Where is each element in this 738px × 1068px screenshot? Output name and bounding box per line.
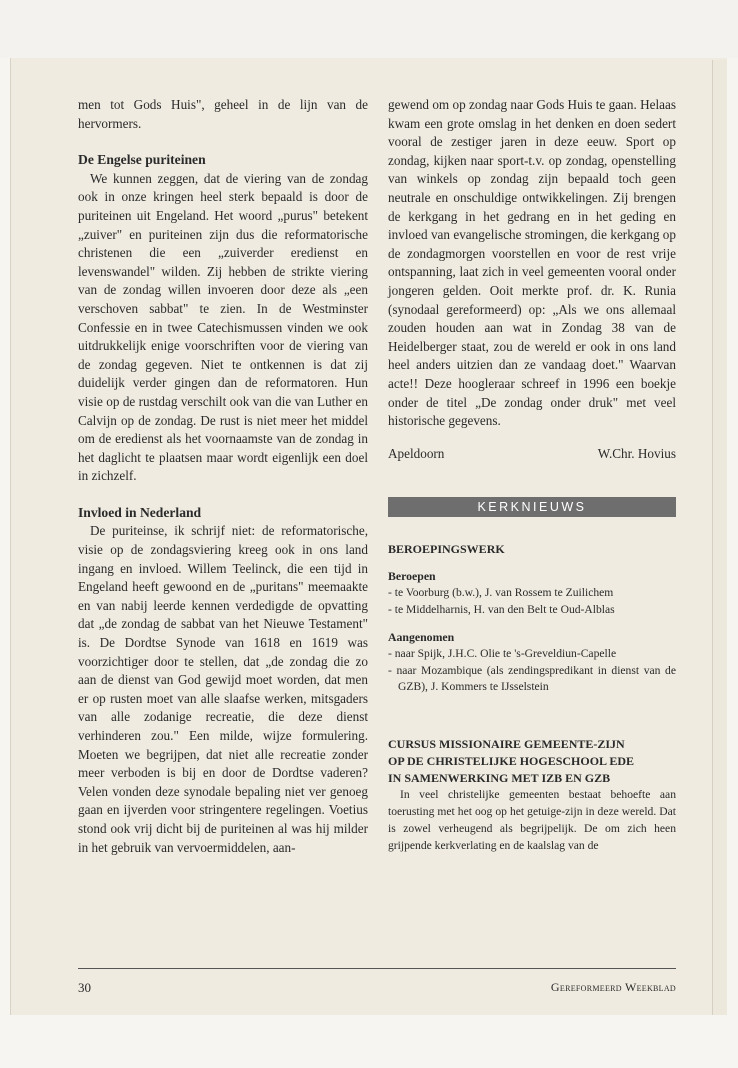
section-heading-puriteinen: De Engelse puriteinen <box>78 152 206 168</box>
publication-name: Gereformeerd Weekblad <box>550 980 676 994</box>
cursus-heading-line-3: IN SAMENWERKING MET IZB EN GZB <box>388 771 611 786</box>
section-heading-nederland: Invloed in Nederland <box>78 504 202 520</box>
footer-divider <box>78 968 676 969</box>
paragraph-puriteinen: We kunnen zeggen, dat de viering van de zondag ook in onze kringen heel sterk bepaald is door de puriteinen uit Engeland. Het woord „purus" betekent „zuiver" en puriteinen zijn dus die reformatorische christenen die een „zuiverder eredienst en levenswandel" wilden. Zij hebben de strikte viering van de zondag willen invoeren door deze als „een verschoven sabbat" te zien. In de Westminster Confessie en in twee Catechismussen vinden we ook uitdrukkelijk enige voorschriften voor de viering van de zondag gegeven. Niet te ontkennen is dat zij duidelijk verder gingen dan de reformatoren. Hun visie op de rustdag verschilt ook van die van Luther en Calvijn op de zondag. De rust is niet meer het middel om de eredienst als het voornaamste van de zondag in het daglicht te plaatsen maar wordt eigenlijk een doel in zichzelf. <box>78 170 368 484</box>
intro-paragraph: men tot Gods Huis", geheel in de lijn van de hervormers. <box>78 97 368 131</box>
beroepingswerk-heading: BEROEPINGSWERK <box>388 542 505 557</box>
list-item: - te Voorburg (b.w.), J. van Rossem te Zuilichem <box>388 586 614 600</box>
scan-background-bottom <box>0 1015 738 1068</box>
aangenomen-heading: Aangenomen <box>388 629 455 644</box>
page-number: 30 <box>78 980 91 995</box>
beroepen-heading: Beroepen <box>388 569 436 584</box>
list-item: - naar Mozambique (als zendingspredikant in dienst van de GZB), J. Kommers te IJsselstein <box>388 663 676 694</box>
scan-background-top <box>0 0 738 58</box>
cursus-heading-line-1: CURSUS MISSIONAIRE GEMEENTE-ZIJN <box>388 737 625 752</box>
left-column <box>78 96 368 857</box>
cursus-paragraph: In veel christelijke gemeenten bestaat behoefte aan toerusting met het oog op het getuige-zijn in deze wereld. Dat is zowel verheugend als begrijpelijk. De om zich heen grijpende kerkverlating en de kaalslag van de <box>388 788 676 852</box>
cursus-heading-line-2: OP DE CHRISTELIJKE HOGESCHOOL EDE <box>388 754 635 769</box>
right-column <box>388 96 676 854</box>
beroepen-list <box>388 585 676 619</box>
signature-line <box>388 445 676 464</box>
signature-place: Apeldoorn <box>388 445 445 461</box>
paragraph-nederland: De puriteinse, ik schrijf niet: de reformatorische, visie op de zondagsviering kreeg ook in ons land ingang en invloed. Willem Teelinck, die een tijd in Engeland heeft gewoond en de „puritans" meemaakte en van nabij leerde kennen verdedigde de opvatting dat „de zondag de sabbat van het Nieuwe Testament" is. De Dordtse Synode van 1618 en 1619 was voorzichtiger door te stellen, dat „de zondag die zo aan de dienst van God gewijd moet worden, dat men er op rusten moet van alle slaafse werken, mitsgaders van alle zodanige recreatie, die deze dienst verhinderen zou." Een milde, wijze formulering. Moeten we begrijpen, dat niet alle recreatie zonder meer verboden is bij en door de Dordtse vaderen? Velen vonden deze synodale bepaling niet ver genoeg gaan en ijverden voor stringentere regelingen. Voetius stond ook vrij dicht bij de puriteinen al was hij milder in het gebruik van vervoermiddelen, aan- <box>78 523 368 855</box>
signature-author: W.Chr. Hovius <box>597 445 676 461</box>
aangenomen-list <box>388 646 676 696</box>
kerknieuws-banner: KERKNIEUWS <box>388 497 676 517</box>
list-item: - naar Spijk, J.H.C. Olie te 's-Greveldiun-Capelle <box>388 646 617 660</box>
continuation-paragraph: gewend om op zondag naar Gods Huis te gaan. Helaas kwam een grote omslag in het denken en doen sedert vooral de zestiger jaren in deze eeuw. Sport op zondag, kijken naar sport-t.v. op zondag, openstelling van winkels op zondag zijn bepaald toch geen neutrale en onschuldige ontwikkelingen. Zij brengen de kerkgang in het gedrang en in het geding en invloed van evangelische stromingen, die kerkgang op de zondagmorgen voorstellen en voor de rest vrije ontspanning, laat zich in veel gemeenten vooral onder jongeren gelden. Ooit merkte prof. dr. K. Runia (synodaal gereformeerd) op: „Als we ons allemaal zouden houden aan wat in Zondag 38 van de Heidelberger staat, zou de wereld er ook in ons land heel anders uitzien dan ze vandaag doet." Waarvan acte!! Deze hoogleraar schreef in 1996 een boekje onder de titel „De zondag onder druk" met veel historische gegevens. <box>388 97 676 429</box>
page-edge <box>712 60 727 1015</box>
list-item: - te Middelharnis, H. van den Belt te Oud-Alblas <box>388 603 615 617</box>
